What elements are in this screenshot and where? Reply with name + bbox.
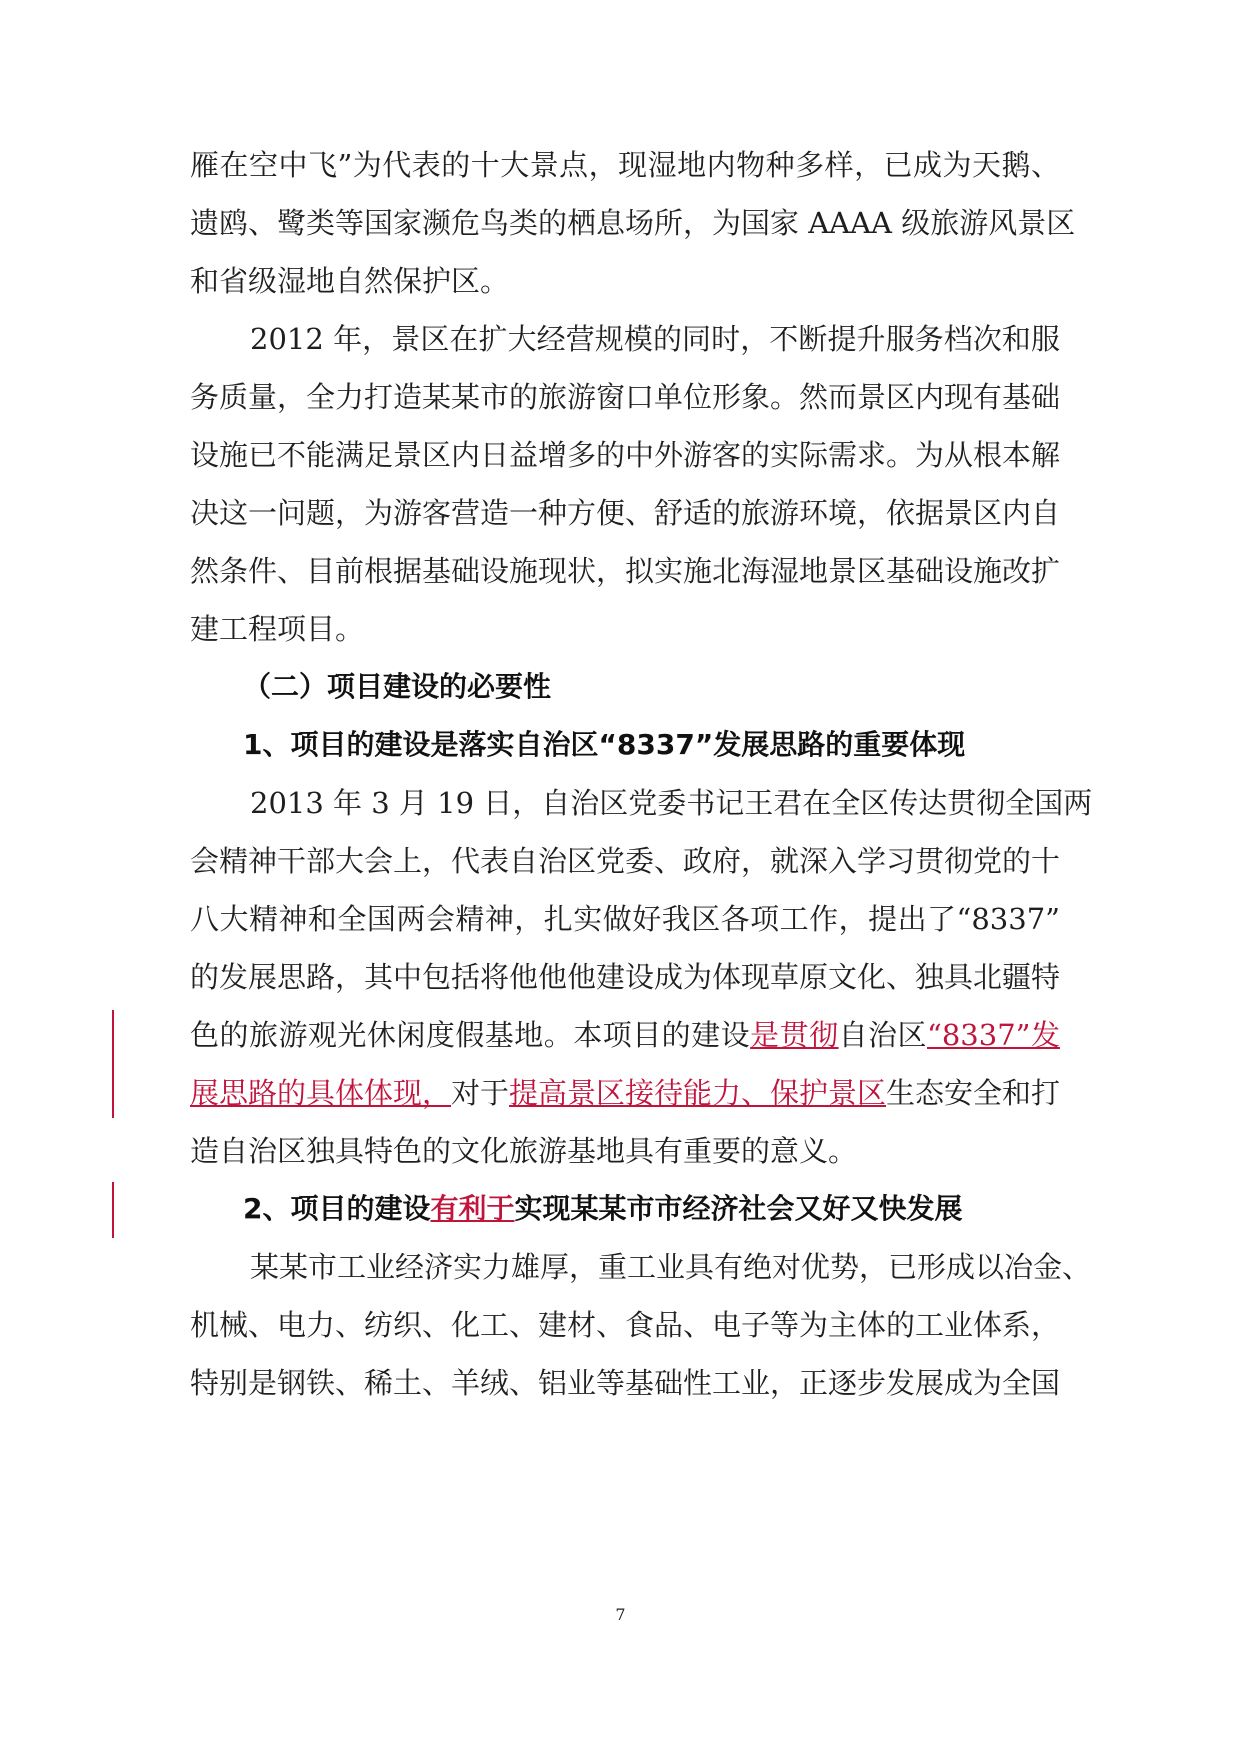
revision-mark[interactable]: 提高景区接待能力、保护景区 (509, 1076, 887, 1110)
body-line: 和省级湿地自然保护区。 (190, 264, 510, 298)
text-run: 生态安全和打 (886, 1076, 1061, 1110)
revision-bar (112, 1182, 114, 1238)
body-line: 某某市工业经济实力雄厚，重工业具有绝对优势，已形成以冶金、 (250, 1250, 1092, 1284)
revision-mark[interactable]: 展思路的具体体现， (190, 1076, 452, 1110)
text-run: 2、项目的建设 (243, 1192, 431, 1225)
text-run: 自治区 (838, 1018, 928, 1052)
text-run: 色的旅游观光休闲度假基地。本项目的建设 (190, 1018, 751, 1052)
body-line: 雁在空中飞”为代表的十大景点，现湿地内物种多样，已成为天鹅、 (190, 148, 1060, 182)
body-line: 会精神干部大会上，代表自治区党委、政府，就深入学习贯彻党的十 (190, 844, 1061, 878)
body-line: 务质量，全力打造某某市的旅游窗口单位形象。然而景区内现有基础 (190, 380, 1061, 414)
body-line: 决这一问题，为游客营造一种方便、舒适的旅游环境，依据景区内自 (190, 496, 1061, 530)
text-run: 对于 (451, 1076, 510, 1110)
subsection-heading (243, 1179, 963, 1239)
body-line: 机械、电力、纺织、化工、建材、食品、电子等为主体的工业体系， (190, 1308, 1061, 1342)
page-number: 7 (615, 1605, 626, 1624)
body-line: 造自治区独具特色的文化旅游基地具有重要的意义。 (190, 1134, 858, 1168)
revision-mark[interactable]: 有利于 (430, 1192, 515, 1225)
subsection-heading: 1、项目的建设是落实自治区“8337”发展思路的重要体现 (243, 728, 966, 761)
revision-mark[interactable]: 是贯彻 (750, 1018, 839, 1052)
body-line: 建工程项目。 (190, 612, 365, 646)
body-line: 2012 年，景区在扩大经营规模的同时，不断提升服务档次和服 (250, 322, 1060, 356)
body-line: 的发展思路，其中包括将他他他建设成为体现草原文化、独具北疆特 (190, 960, 1061, 994)
revision-mark[interactable]: “8337”发 (927, 1018, 1060, 1052)
revision-bar (112, 1010, 114, 1118)
body-line: 遗鸥、鹭类等国家濒危鸟类的栖息场所，为国家 AAAA 级旅游风景区 (190, 206, 1076, 240)
section-heading: （二）项目建设的必要性 (243, 670, 552, 703)
body-line: 特别是钢铁、稀土、羊绒、铝业等基础性工业，正逐步发展成为全国 (190, 1366, 1061, 1400)
body-line-revised (190, 1005, 1060, 1065)
body-line: 设施已不能满足景区内日益增多的中外游客的实际需求。为从根本解 (190, 438, 1061, 472)
body-line: 八大精神和全国两会精神，扎实做好我区各项工作，提出了“8337” (190, 902, 1060, 936)
body-line: 然条件、目前根据基础设施现状，拟实施北海湿地景区基础设施改扩 (190, 554, 1061, 588)
text-run: 实现某某市市经济社会又好又快发展 (514, 1192, 963, 1225)
body-line: 2013 年 3 月 19 日，自治区党委书记王君在全区传达贯彻全国两 (250, 786, 1093, 820)
body-line-revised (190, 1063, 1060, 1123)
